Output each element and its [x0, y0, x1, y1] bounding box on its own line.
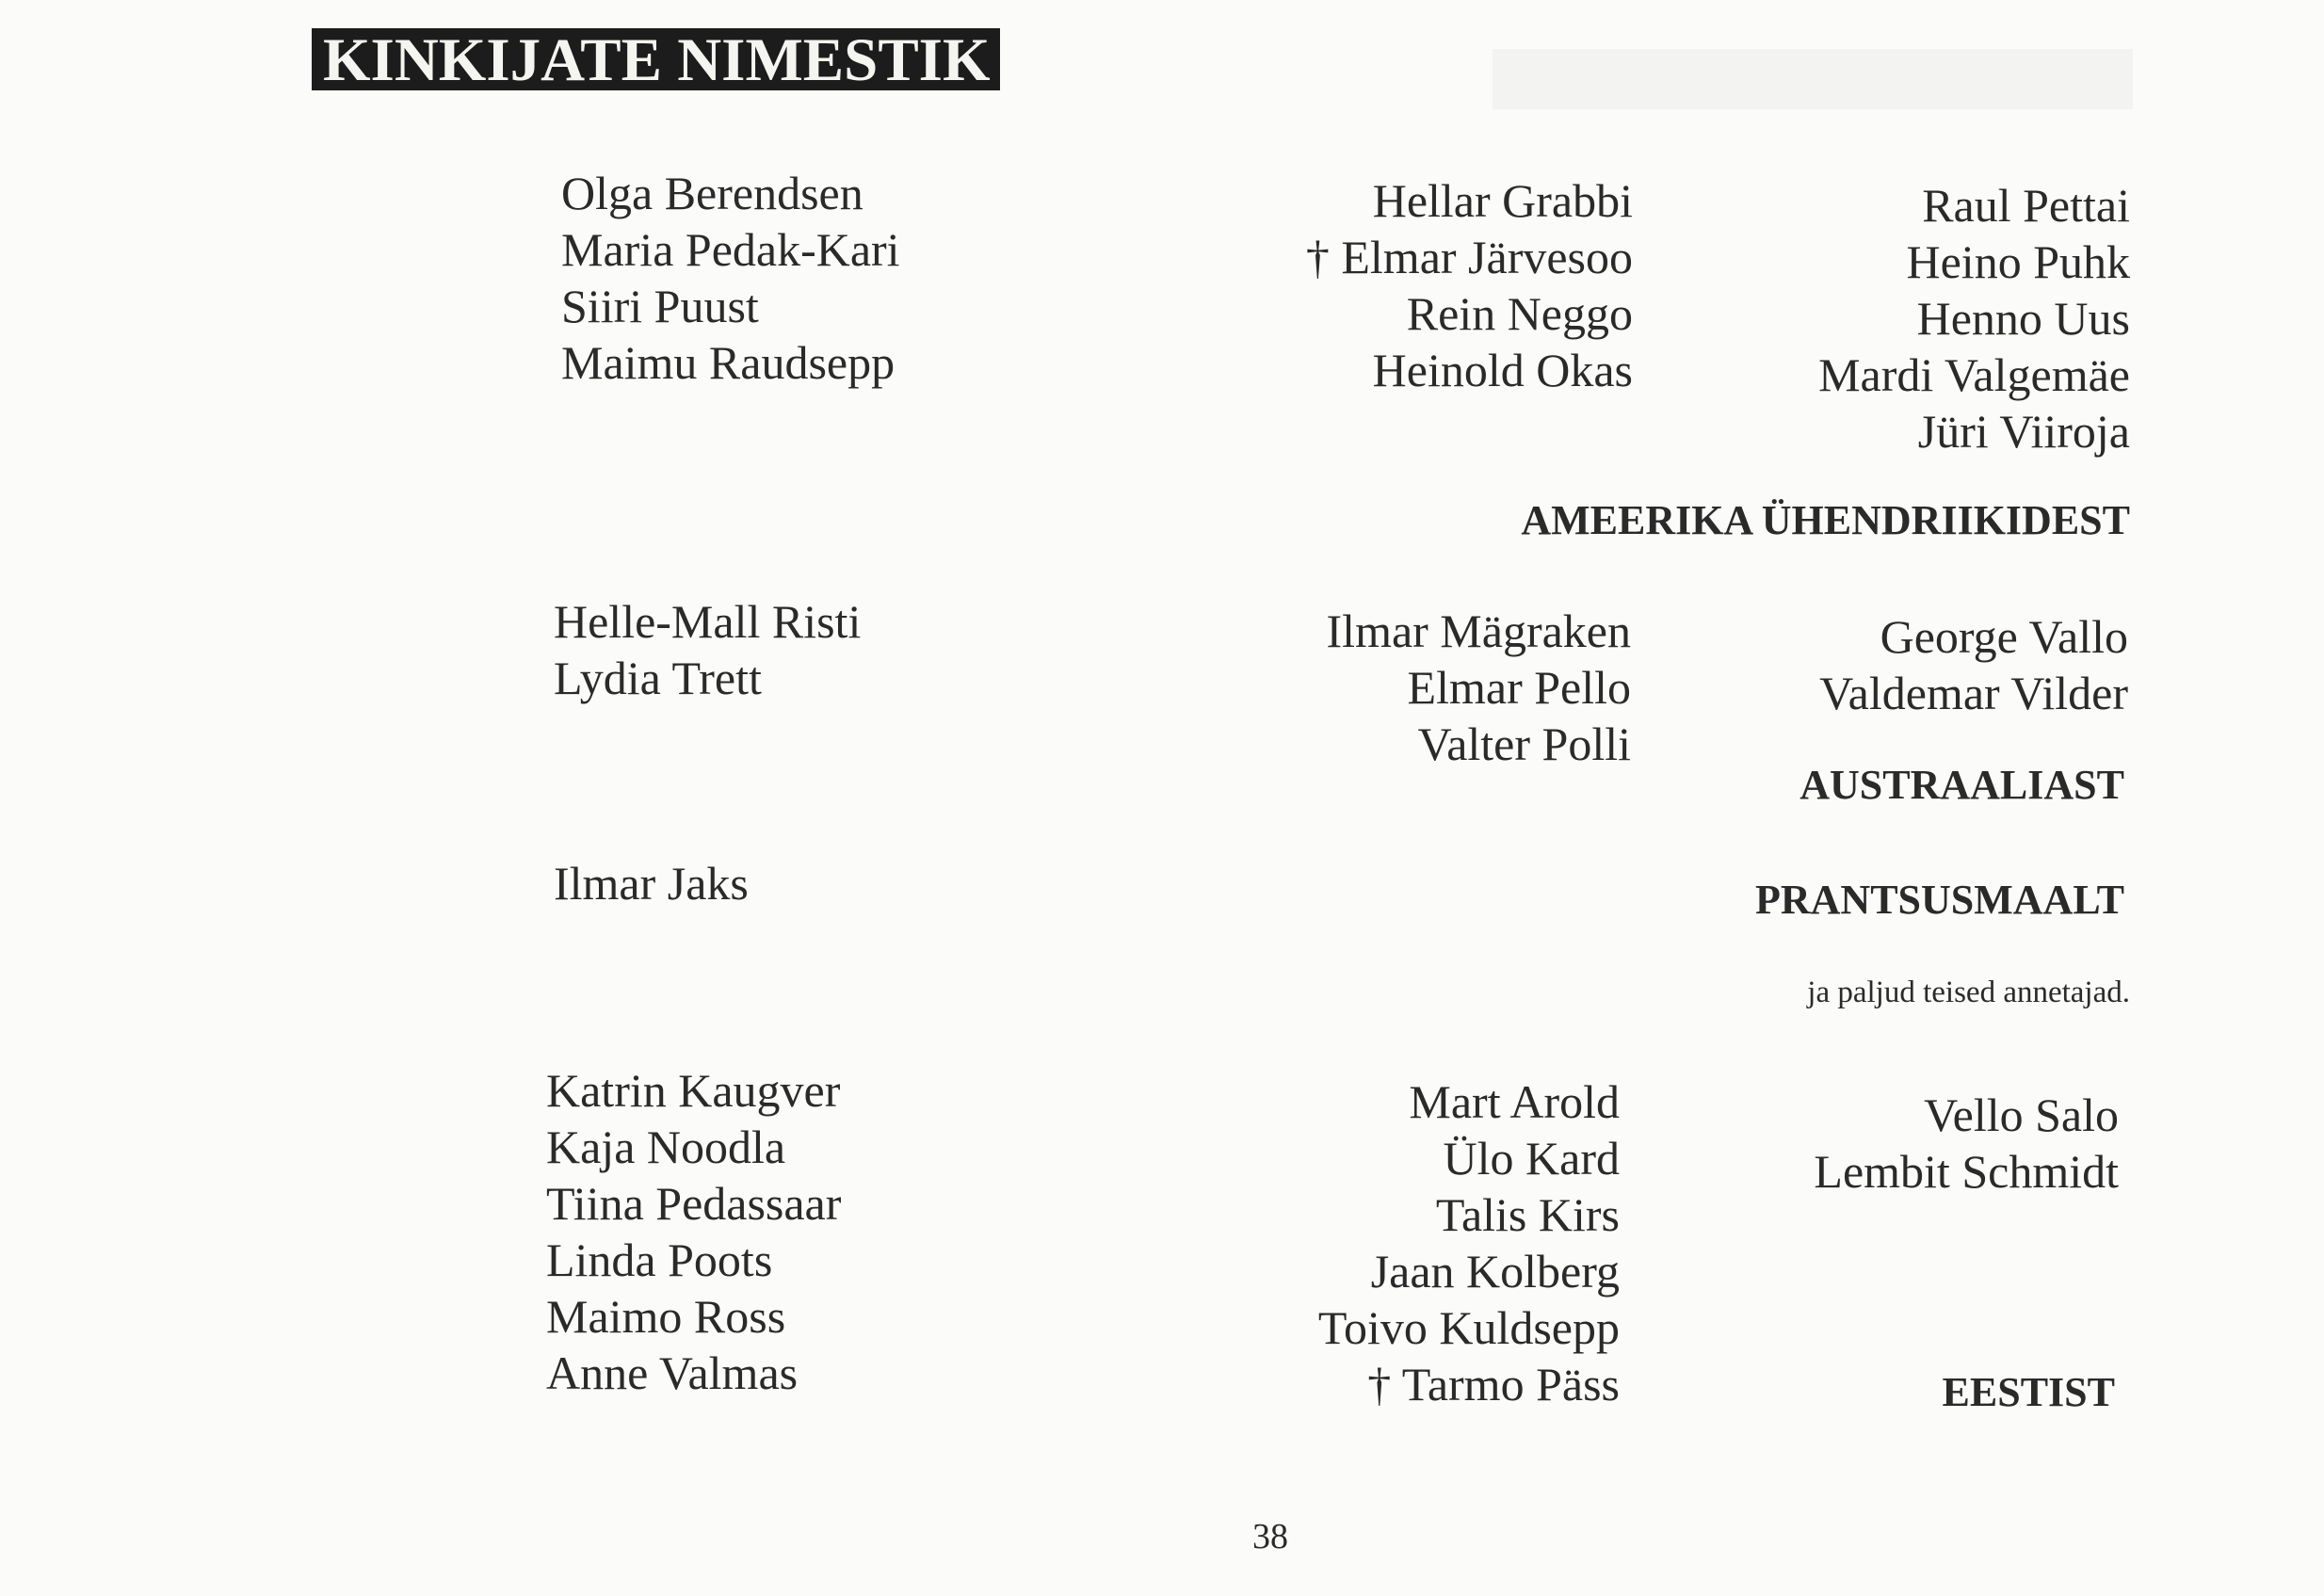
donor-name: † Elmar Järvesoo [1305, 231, 1633, 283]
donor-name: Rein Neggo [1406, 287, 1633, 340]
donor-list-right-3 [1814, 1087, 2119, 1200]
donor-list-middle-1 [1306, 172, 1633, 398]
donor-name: Linda Poots [546, 1233, 773, 1286]
heading-estonia: EESTIST [1942, 1369, 2115, 1415]
donor-name: Heinold Okas [1372, 344, 1633, 396]
donor-name: Valdemar Vilder [1819, 667, 2128, 719]
donor-list-left-2 [554, 593, 861, 706]
donor-name: Helle-Mall Risti [554, 595, 862, 648]
donor-list-right-1 [1818, 177, 2130, 459]
donor-list-middle-3 [1318, 1073, 1620, 1412]
donor-name: Jüri Viiroja [1917, 405, 2130, 458]
donor-name: Ilmar Mägraken [1326, 605, 1631, 657]
donor-name: Raul Pettai [1922, 179, 2130, 232]
heading-france: PRANTSUSMAALT [1754, 877, 2124, 923]
page-title: KINKIJATE NIMESTIK [312, 28, 1000, 90]
donor-name: Siiri Puust [561, 280, 759, 332]
bleed-through-shadow [1493, 49, 2133, 109]
donor-name: Tiina Pedassaar [546, 1177, 842, 1230]
donor-name: George Vallo [1880, 610, 2128, 663]
donor-name: Ilmar Jaks [554, 857, 749, 910]
donor-name: Elmar Pello [1407, 661, 1631, 714]
donor-name: † Tarmo Päss [1367, 1358, 1620, 1411]
page-number: 38 [1252, 1517, 1288, 1556]
donor-name: Kaja Noodla [546, 1120, 786, 1173]
donor-name: Hellar Grabbi [1372, 174, 1633, 227]
donor-name: Katrin Kaugver [546, 1064, 841, 1117]
donor-name: Maimo Ross [546, 1290, 786, 1343]
donor-name: Maria Pedak-Kari [561, 223, 900, 276]
donor-name: Anne Valmas [546, 1346, 799, 1399]
donor-name: Ülo Kard [1443, 1132, 1620, 1185]
donor-name: Vello Salo [1924, 1088, 2119, 1141]
heading-usa: AMEERIKA ÜHENDRIIKIDEST [1521, 497, 2130, 543]
donor-name: Toivo Kuldsepp [1317, 1301, 1620, 1354]
donor-list-middle-2 [1327, 603, 1631, 772]
donor-name: Lembit Schmidt [1814, 1145, 2119, 1198]
donor-list-left-4 [546, 1062, 841, 1401]
donor-name: Mardi Valgemäe [1818, 348, 2130, 401]
donor-list-left-1 [561, 165, 900, 391]
donor-name: Valter Polli [1417, 717, 1631, 770]
donor-list-right-2 [1819, 608, 2128, 721]
donor-name: Jaan Kolberg [1370, 1245, 1620, 1298]
heading-australia: AUSTRAALIAST [1799, 762, 2124, 808]
donor-name: Talis Kirs [1435, 1188, 1620, 1241]
donor-name: Heino Puhk [1906, 235, 2130, 288]
donor-list-left-3 [554, 855, 749, 911]
donor-name: Lydia Trett [554, 652, 762, 704]
donor-name: Olga Berendsen [561, 167, 863, 219]
donor-name: Maimu Raudsepp [561, 336, 896, 389]
donor-name: Henno Uus [1916, 292, 2130, 345]
donor-name: Mart Arold [1409, 1075, 1620, 1128]
additional-donors-note: ja paljud teised annetajad. [1807, 975, 2130, 1009]
